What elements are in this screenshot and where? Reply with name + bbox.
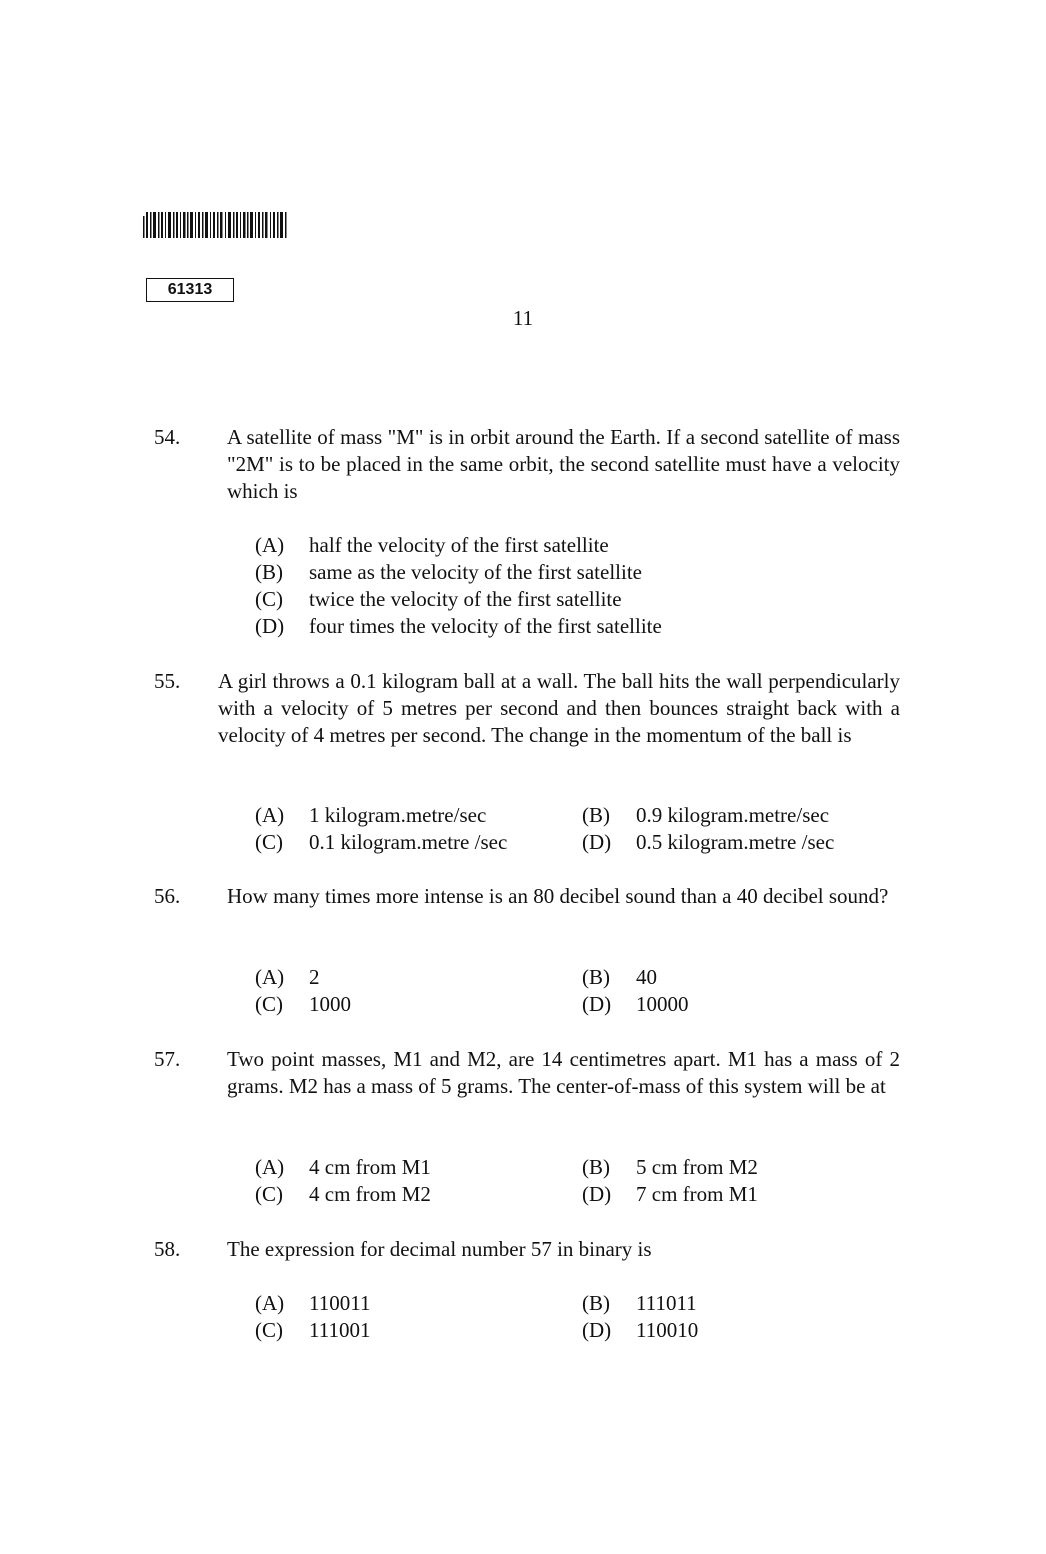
option-text: half the velocity of the first satellite xyxy=(309,533,609,557)
option-56-b xyxy=(582,964,657,991)
option-label: (D) xyxy=(582,1318,612,1342)
question-text: The expression for decimal number 57 in binary is xyxy=(227,1237,652,1261)
option-text: same as the velocity of the first satellite xyxy=(309,560,642,584)
option-text: 0.1 kilogram.metre /sec xyxy=(309,830,508,854)
option-text: 1 kilogram.metre/sec xyxy=(309,803,487,827)
option-label: (B) xyxy=(582,965,610,989)
question-number: 55. xyxy=(154,669,181,693)
option-label: (C) xyxy=(255,830,283,854)
option-55-d xyxy=(582,829,834,856)
paper-code-box: 61313 xyxy=(146,278,234,302)
option-label: (C) xyxy=(255,992,283,1016)
option-text: 4 cm from M2 xyxy=(309,1182,431,1206)
option-label: (A) xyxy=(255,965,285,989)
option-label: (D) xyxy=(255,614,285,638)
option-54-d xyxy=(255,613,662,640)
option-56-d xyxy=(582,991,689,1018)
option-label: (D) xyxy=(582,992,612,1016)
option-label: (D) xyxy=(582,830,612,854)
option-text: 10000 xyxy=(636,992,689,1016)
option-57-a xyxy=(255,1154,431,1181)
option-58-d xyxy=(582,1317,698,1344)
question-number: 56. xyxy=(154,884,181,908)
option-text: 0.5 kilogram.metre /sec xyxy=(636,830,835,854)
option-text: 110010 xyxy=(636,1318,699,1342)
option-text: 2 xyxy=(309,965,320,989)
question-text: A girl throws a 0.1 kilogram ball at a wall. The ball hits the wall perpendicularly with a velocity of 5 metres per second and then bounces straight back with a velocity of 4 metres per second. The change in the momentum of the ball is xyxy=(218,669,900,747)
barcode xyxy=(143,212,289,238)
question-number: 57. xyxy=(154,1047,181,1071)
option-58-c xyxy=(255,1317,370,1344)
option-58-a xyxy=(255,1290,370,1317)
option-text: 111001 xyxy=(309,1318,371,1342)
question-text: A satellite of mass "M" is in orbit around the Earth. If a second satellite of mass "2M" is to be placed in the same orbit, the second satellite must have a velocity which is xyxy=(227,425,900,503)
option-text: 4 cm from M1 xyxy=(309,1155,431,1179)
option-text: 40 xyxy=(636,965,657,989)
option-label: (B) xyxy=(582,803,610,827)
option-text: 111011 xyxy=(636,1291,697,1315)
option-label: (C) xyxy=(255,1318,283,1342)
option-text: 0.9 kilogram.metre/sec xyxy=(636,803,830,827)
option-54-b xyxy=(255,559,642,586)
option-55-a xyxy=(255,802,486,829)
option-label: (C) xyxy=(255,587,283,611)
page-number: 11 xyxy=(512,306,534,330)
option-text: 110011 xyxy=(309,1291,371,1315)
option-label: (C) xyxy=(255,1182,283,1206)
option-57-c xyxy=(255,1181,431,1208)
option-label: (A) xyxy=(255,1155,285,1179)
option-label: (A) xyxy=(255,803,285,827)
option-text: 5 cm from M2 xyxy=(636,1155,758,1179)
option-text: 1000 xyxy=(309,992,351,1016)
option-label: (B) xyxy=(255,560,283,584)
option-57-b xyxy=(582,1154,758,1181)
option-label: (A) xyxy=(255,1291,285,1315)
option-57-d xyxy=(582,1181,758,1208)
option-text: twice the velocity of the first satellite xyxy=(309,587,622,611)
option-text: 7 cm from M1 xyxy=(636,1182,758,1206)
option-54-c xyxy=(255,586,622,613)
option-label: (A) xyxy=(255,533,285,557)
option-55-b xyxy=(582,802,829,829)
option-text: four times the velocity of the first satellite xyxy=(309,614,662,638)
question-text: Two point masses, M1 and M2, are 14 centimetres apart. M1 has a mass of 2 grams. M2 has a mass of 5 grams. The center-of-mass of this system will be at xyxy=(227,1047,900,1098)
option-label: (B) xyxy=(582,1155,610,1179)
option-56-a xyxy=(255,964,320,991)
question-number: 54. xyxy=(154,425,181,449)
option-54-a xyxy=(255,532,609,559)
question-number: 58. xyxy=(154,1237,181,1261)
option-label: (D) xyxy=(582,1182,612,1206)
option-58-b xyxy=(582,1290,697,1317)
question-text: How many times more intense is an 80 decibel sound than a 40 decibel sound? xyxy=(227,884,889,908)
option-55-c xyxy=(255,829,507,856)
option-56-c xyxy=(255,991,351,1018)
option-label: (B) xyxy=(582,1291,610,1315)
